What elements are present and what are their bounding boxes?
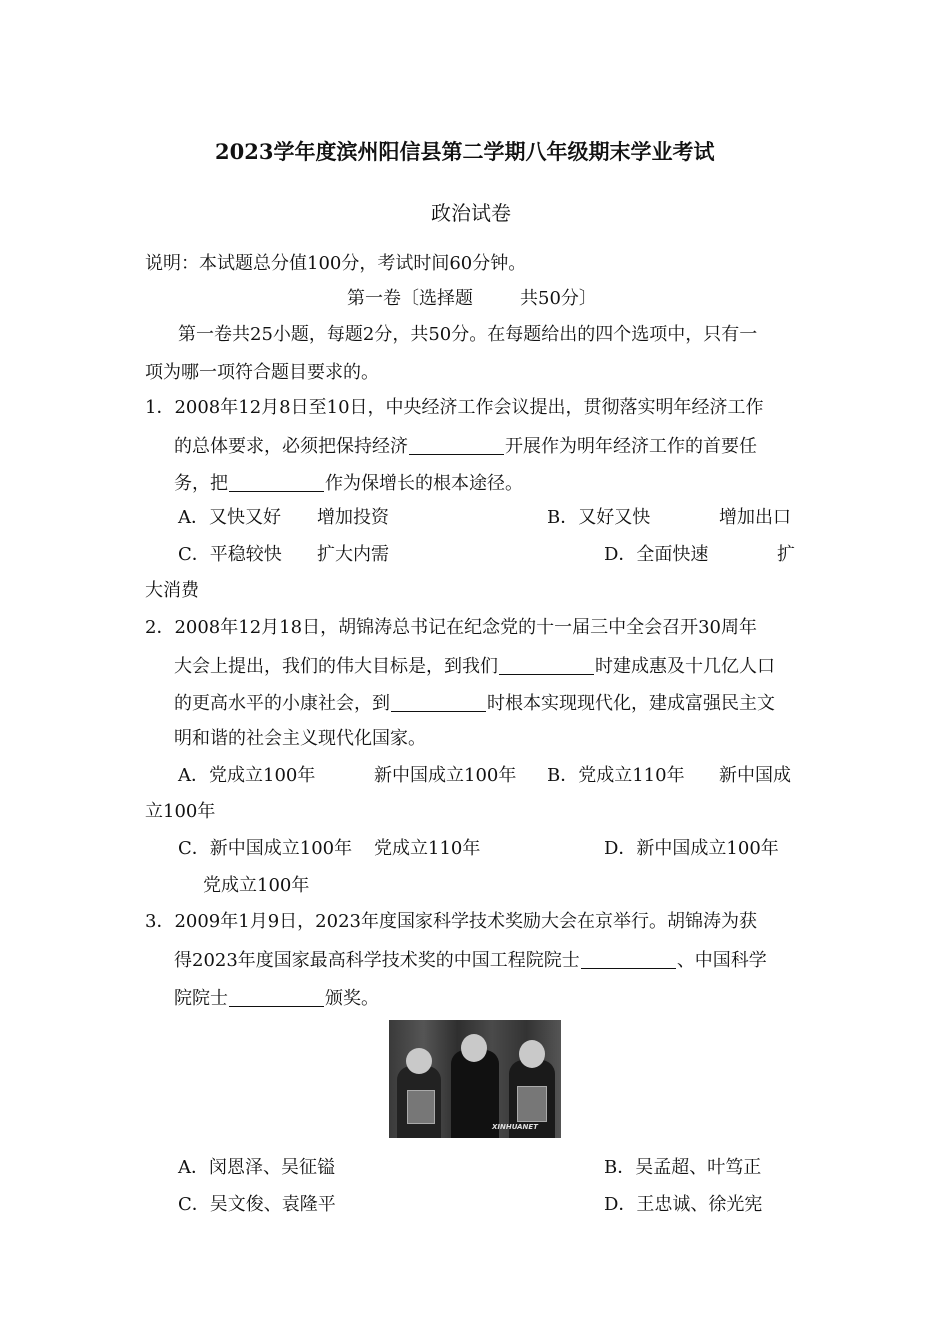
q3-line3-b: 颁奖。 [325,988,379,1009]
q1-line2 [174,436,757,456]
q2-option-b-1: B．党成立110年 [547,765,685,786]
q2-option-b-wrap: 立100年 [145,801,216,822]
photo-head-center [461,1034,487,1062]
q2-blank-2 [391,693,486,712]
section-desc-line1: 第一卷共25小题，每题2分，共50分。在每题给出的四个选项中，只有一 [178,324,758,345]
q1-option-b-2: 增加出口 [719,507,791,528]
q1-option-d-1: D．全面快速 [604,544,709,565]
q1-option-a-1: A．又快又好 [178,507,281,528]
q1-option-a-2: 增加投资 [317,507,389,528]
q1-option-c-1: C．平稳较快 [178,544,282,565]
q3-blank-1 [581,950,676,969]
q2-option-d-wrap: 党成立100年 [203,875,310,896]
q1-option-d-2: 扩 [777,544,795,565]
q2-line3-b: 时根本实现现代化，建成富强民主文 [487,693,775,714]
q3-line3 [174,988,379,1008]
q2-line2-b: 时建成惠及十几亿人口 [595,656,775,677]
q2-line3-a: 的更高水平的小康社会，到 [174,693,390,714]
q2-option-b-2: 新中国成 [719,765,791,786]
award-photo [389,1020,561,1138]
q3-line2-b: 、中国科学 [676,950,767,971]
section-desc-line2: 项为哪一项符合题目要求的。 [145,362,379,383]
photo-head-right [519,1040,545,1068]
q1-blank-1 [409,436,504,455]
photo-certificate-right [517,1086,547,1122]
q1-option-c-2: 扩大内需 [317,544,389,565]
q2-line2 [174,656,775,676]
q2-option-c-1: C．新中国成立100年 [178,838,353,859]
q2-option-a-1: A．党成立100年 [178,765,316,786]
section-heading-a: 第一卷〔选择题 [347,288,473,309]
q2-option-c-2: 党成立110年 [374,838,481,859]
q2-line4: 明和谐的社会主义现代化国家。 [174,728,426,749]
q3-option-c: C．吴文俊、袁隆平 [178,1194,336,1215]
q1-line3-a: 务，把 [174,473,228,494]
q1-line3 [174,473,523,493]
page-subtitle: 政治试卷 [431,201,511,225]
photo-head-left [406,1048,432,1074]
q1-line3-b: 作为保增长的根本途径。 [325,473,523,494]
q3-blank-2 [229,988,324,1007]
q1-blank-2 [229,473,324,492]
q3-line1: 3．2009年1月9日，2023年度国家科学技术奖励大会在京举行。胡锦涛为获 [145,911,757,932]
q3-option-b: B．吴孟超、叶笃正 [604,1157,762,1178]
photo-certificate-left [407,1090,435,1124]
q2-line1: 2．2008年12月18日，胡锦涛总书记在纪念党的十一届三中全会召开30周年 [145,617,757,638]
q3-option-a: A．闵恩泽、吴征镒 [178,1157,335,1178]
q2-blank-1 [499,656,594,675]
q2-line3 [174,693,775,713]
q3-line2-a: 得2023年度国家最高科学技术奖的中国工程院院士 [174,950,580,971]
q1-option-d-wrap: 大消费 [145,580,199,601]
section-heading-b: 共50分〕 [520,288,597,309]
q2-option-a-2: 新中国成立100年 [374,765,517,786]
q2-option-d-1: D．新中国成立100年 [604,838,779,859]
page-title: 2023学年度滨州阳信县第二学期八年级期末学业考试 [215,139,715,164]
instructions: 说明：本试题总分值100分，考试时间60分钟。 [145,253,527,274]
q1-line2-b: 开展作为明年经济工作的首要任 [505,436,757,457]
q1-line1: 1．2008年12月8日至10日，中央经济工作会议提出，贯彻落实明年经济工作 [145,397,764,418]
q2-line2-a: 大会上提出，我们的伟大目标是，到我们 [174,656,498,677]
q3-line3-a: 院院士 [174,988,228,1009]
q1-option-b-1: B．又好又快 [547,507,651,528]
photo-watermark: XINHUANET [492,1123,538,1131]
q3-option-d: D．王忠诚、徐光宪 [604,1194,763,1215]
q3-line2 [174,950,767,970]
q1-line2-a: 的总体要求，必须把保持经济 [174,436,408,457]
